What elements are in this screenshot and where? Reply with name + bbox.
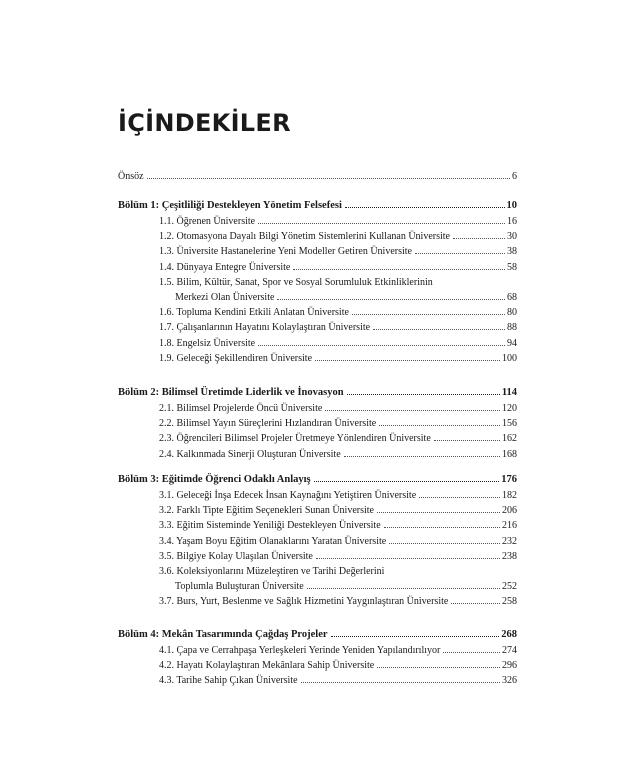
dot-leader <box>377 512 500 513</box>
toc-entry-label: 1.1. Öğrenen Üniversite <box>159 216 256 227</box>
toc-entry-label[interactable]: 1.5. Bilim, Kültür, Sanat, Spor ve Sosyal Sorumluluk Etkinliklerinin <box>159 276 433 288</box>
toc-page-number: 6 <box>512 171 517 182</box>
toc-entry-label: 4.3. Tarihe Sahip Çıkan Üniversite <box>159 675 298 687</box>
dot-leader <box>415 253 505 254</box>
toc-page-number: 258 <box>502 596 517 608</box>
toc-page-number: 182 <box>502 490 517 501</box>
toc-page-number: 252 <box>502 581 517 593</box>
toc-entry-label: 4.2. Hayatı Kolaylaştıran Mekânlara Sahip Üniversite <box>159 660 375 672</box>
dot-leader <box>451 603 500 604</box>
toc-item[interactable] <box>159 644 517 657</box>
toc-page-number: 58 <box>507 261 517 273</box>
toc-item[interactable] <box>159 230 517 243</box>
toc-item[interactable] <box>159 550 517 563</box>
dot-leader <box>344 456 500 457</box>
toc-page-number: 268 <box>501 629 517 640</box>
toc-page-number: 120 <box>502 403 517 414</box>
toc-entry-label: 2.3. Öğrencileri Bilimsel Projeler Üretmeye Yönlendiren Üniversite <box>159 433 431 445</box>
toc-entry-label[interactable]: 3.6. Koleksiyonlarını Müzeleştiren ve Tarihi Değerlerini <box>159 566 385 577</box>
toc-entry-label: 3.3. Eğitim Sisteminde Yeniliği Destekleyen Üniversite <box>159 520 381 532</box>
toc-page-number: 38 <box>507 246 517 258</box>
toc-page-number: 68 <box>507 292 517 303</box>
page-title: İÇİNDEKİLER <box>118 109 291 137</box>
dot-leader <box>301 682 500 683</box>
toc-item[interactable] <box>159 504 517 517</box>
toc-item[interactable] <box>159 215 517 228</box>
dot-leader <box>258 345 505 346</box>
dot-leader <box>277 299 505 300</box>
toc-item[interactable] <box>159 352 517 365</box>
dot-leader <box>325 410 500 411</box>
dot-leader <box>258 223 505 224</box>
toc-entry-label: 1.6. Topluma Kendini Etkili Anlatan Üniversite <box>159 307 349 319</box>
dot-leader <box>453 238 505 239</box>
toc-entry-label: 1.3. Üniversite Hastanelerine Yeni Modeller Getiren Üniversite <box>159 246 412 258</box>
dot-leader <box>377 667 500 668</box>
toc-item[interactable] <box>159 489 517 502</box>
toc-page-number: 216 <box>502 520 517 532</box>
toc-entry-label: Merkezi Olan Üniversite <box>175 292 275 303</box>
toc-item[interactable] <box>159 448 517 461</box>
dot-leader <box>314 481 500 482</box>
toc-page-number: 232 <box>502 535 517 547</box>
toc-item[interactable] <box>175 291 517 304</box>
toc-page-number: 10 <box>506 200 517 211</box>
dot-leader <box>373 329 505 330</box>
dot-leader <box>316 558 500 559</box>
dot-leader <box>345 207 505 208</box>
toc-entry-label: 3.7. Burs, Yurt, Beslenme ve Sağlık Hizmetini Yaygınlaştıran Üniversite <box>159 596 449 608</box>
toc-item[interactable] <box>175 580 517 593</box>
toc-page-number: 296 <box>502 660 517 672</box>
toc-entry-label: Bölüm 2: Bilimsel Üretimde Liderlik ve İnovasyon <box>118 387 344 398</box>
toc-page-number: 162 <box>502 433 517 445</box>
toc-item[interactable] <box>159 674 517 687</box>
dot-leader <box>384 527 500 528</box>
toc-entry-label: 1.2. Otomasyona Dayalı Bilgi Yönetim Sistemlerini Kullanan Üniversite <box>159 231 450 243</box>
toc-item[interactable] <box>159 519 517 532</box>
dot-leader <box>352 314 505 315</box>
toc-page-number: 114 <box>501 387 517 398</box>
toc-page-number: 30 <box>507 231 517 243</box>
toc-entry-label: 1.7. Çalışanlarının Hayatını Kolaylaştıran Üniversite <box>159 322 371 334</box>
toc-page-number: 176 <box>501 474 517 485</box>
toc-item[interactable] <box>159 432 517 445</box>
toc-entry-label: 3.1. Geleceği İnşa Edecek İnsan Kaynağını Yetiştiren Üniversite <box>159 490 417 501</box>
toc-item[interactable] <box>159 321 517 334</box>
toc-item[interactable] <box>159 595 517 608</box>
dot-leader <box>315 360 500 361</box>
toc-preface[interactable] <box>118 170 517 183</box>
toc-item[interactable] <box>159 417 517 430</box>
dot-leader <box>307 588 500 589</box>
toc-item[interactable] <box>159 535 517 548</box>
dot-leader <box>331 636 500 637</box>
toc-entry-label: Bölüm 1: Çeşitliliği Destekleyen Yönetim Felsefesi <box>118 200 342 211</box>
toc-item[interactable] <box>159 245 517 258</box>
toc-entry-label: 1.4. Dünyaya Entegre Üniversite <box>159 261 291 273</box>
dot-leader <box>419 497 500 498</box>
toc-item[interactable] <box>159 402 517 415</box>
dot-leader <box>347 394 500 395</box>
toc-entry-label: 4.1. Çapa ve Cerrahpaşa Yerleşkeleri Yerinde Yeniden Yapılandırılıyor <box>159 645 441 656</box>
toc-entry-label: Bölüm 4: Mekân Tasarımında Çağdaş Projeler <box>118 629 328 640</box>
toc-entry-label: 2.4. Kalkınmada Sinerji Oluşturan Üniversite <box>159 448 341 460</box>
dot-leader <box>379 425 500 426</box>
toc-entry-label: Bölüm 3: Eğitimde Öğrenci Odaklı Anlayış <box>118 474 311 485</box>
dot-leader <box>293 269 505 270</box>
toc-page-number: 80 <box>507 307 517 319</box>
toc-entry-label: 2.2. Bilimsel Yayın Süreçlerini Hızlandıran Üniversite <box>159 418 377 430</box>
toc-item[interactable] <box>159 337 517 350</box>
toc-entry-label: 3.2. Farklı Tipte Eğitim Seçenekleri Sunan Üniversite <box>159 505 374 517</box>
toc-item[interactable] <box>159 659 517 672</box>
toc-entry-label: 3.4. Yaşam Boyu Eğitim Olanaklarını Yaratan Üniversite <box>159 535 387 547</box>
toc-chapter[interactable] <box>118 199 517 212</box>
toc-entry-label: 2.1. Bilimsel Projelerde Öncü Üniversite <box>159 403 323 414</box>
toc-page-number: 88 <box>507 322 517 334</box>
toc-entry-label: Toplumla Buluşturan Üniversite <box>175 581 304 593</box>
toc-page-number: 326 <box>502 675 517 687</box>
toc-entry-label: 1.9. Geleceği Şekillendiren Üniversite <box>159 352 313 364</box>
toc-page-number: 274 <box>502 645 517 656</box>
toc-chapter[interactable] <box>118 473 517 486</box>
toc-page-number: 94 <box>507 337 517 349</box>
toc-page-number: 156 <box>502 418 517 430</box>
toc-page-number: 168 <box>502 448 517 460</box>
toc-item[interactable] <box>159 261 517 274</box>
toc-chapter[interactable] <box>118 628 517 641</box>
toc-page-number: 238 <box>502 550 517 562</box>
toc-page-number: 16 <box>507 216 517 227</box>
toc-page-number: 100 <box>502 352 517 364</box>
dot-leader <box>389 543 500 544</box>
toc-entry-label: Önsöz <box>118 171 144 182</box>
toc-entry-label: 1.8. Engelsiz Üniversite <box>159 337 256 349</box>
toc-page-number: 206 <box>502 505 517 517</box>
dot-leader <box>434 440 500 441</box>
dot-leader <box>443 652 500 653</box>
toc-chapter[interactable] <box>118 386 517 399</box>
toc-item[interactable] <box>159 306 517 319</box>
toc-entry-label: 3.5. Bilgiye Kolay Ulaşılan Üniversite <box>159 550 313 562</box>
dot-leader <box>147 178 510 179</box>
